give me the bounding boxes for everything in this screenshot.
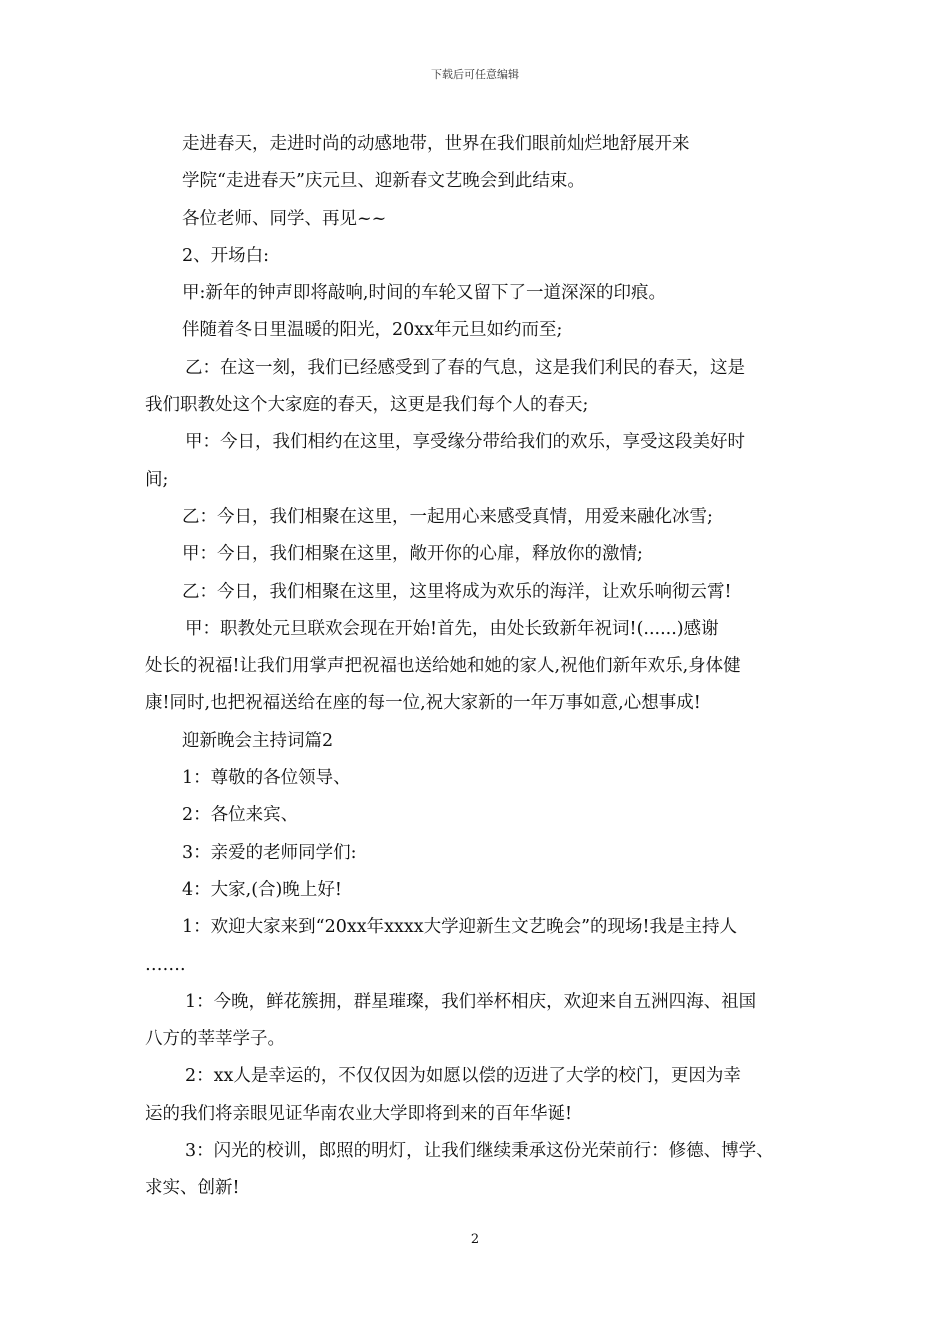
paragraph-line: 伴随着冬日里温暖的阳光，20xx年元旦如约而至;: [182, 320, 563, 341]
paragraph-line: 甲:新年的钟声即将敲响,时间的车轮又留下了一道深深的印痕。: [182, 283, 666, 304]
paragraph-line: 乙：今日，我们相聚在这里，一起用心来感受真情，用爱来融化冰雪;: [182, 506, 713, 527]
paragraph-line: 走进春天，走进时尚的动感地带，世界在我们眼前灿烂地舒展开来: [182, 134, 690, 154]
paragraph-line: 2、开场白:: [182, 245, 270, 266]
paragraph-line: 我们职教处这个大家庭的春天，这更是我们每个人的春天;: [145, 395, 589, 416]
paragraph-line: 各位老师、同学、再见~~: [182, 208, 387, 229]
paragraph-line: 3：闪光的校训，郎照的明灯，让我们继续秉承这份光荣前行：修德、博学、: [185, 1141, 774, 1162]
paragraph-line: 3：亲爱的老师同学们:: [182, 842, 357, 863]
paragraph-line: 甲：职教处元旦联欢会现在开始!首先，由处长致新年祝词!(......)感谢: [185, 618, 719, 639]
paragraph-line: 甲：今日，我们相聚在这里，敞开你的心扉，释放你的激情;: [182, 544, 643, 565]
paragraph-line: 2：xx人是幸运的，不仅仅因为如愿以偿的迈进了大学的校门，更因为幸: [185, 1066, 741, 1087]
paragraph-line: 1：欢迎大家来到“20xx年xxxx大学迎新生文艺晚会”的现场!我是主持人: [182, 917, 738, 938]
paragraph-line: 乙：今日，我们相聚在这里，这里将成为欢乐的海洋，让欢乐响彻云霄!: [182, 581, 732, 602]
section-heading: 迎新晚会主持词篇2: [182, 730, 334, 751]
paragraph-line: 间;: [145, 469, 169, 490]
paragraph-line: 4：大家,(合)晚上好!: [182, 879, 342, 900]
paragraph-line: …….: [145, 954, 186, 975]
paragraph-line: 运的我们将亲眼见证华南农业大学即将到来的百年华诞!: [145, 1103, 573, 1124]
paragraph-line: 甲：今日，我们相约在这里，享受缘分带给我们的欢乐，享受这段美好时: [185, 432, 745, 453]
paragraph-line: 求实、创新!: [145, 1178, 240, 1199]
paragraph-line: 1：尊敬的各位领导、: [182, 768, 351, 789]
paragraph-line: 处长的祝福!让我们用掌声把祝福也送给她和她的家人,祝他们新年欢乐,身体健: [145, 656, 741, 677]
paragraph-line: 乙：在这一刻，我们已经感受到了春的气息，这是我们利民的春天，这是: [185, 357, 745, 378]
paragraph-line: 八方的莘莘学子。: [145, 1029, 285, 1050]
paragraph-line: 2：各位来宾、: [182, 805, 299, 826]
page-number: 2: [470, 1232, 480, 1247]
paragraph-line: 1：今晚，鲜花簇拥，群星璀璨，我们举杯相庆，欢迎来自五洲四海、祖国: [185, 991, 757, 1012]
paragraph-line: 学院“走进春天”庆元旦、迎新春文艺晚会到此结束。: [182, 171, 585, 192]
paragraph-line: 康!同时,也把祝福送给在座的每一位,祝大家新的一年万事如意,心想事成!: [145, 693, 701, 714]
page-header: 下载后可任意编辑: [431, 68, 519, 81]
document-body: [145, 126, 825, 1208]
